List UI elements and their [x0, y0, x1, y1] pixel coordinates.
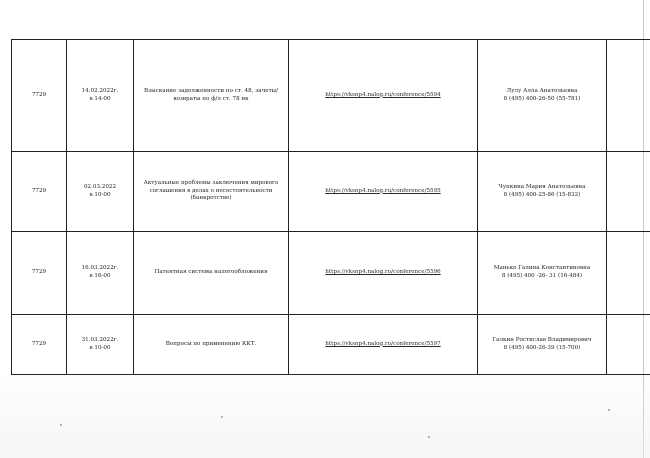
event-topic: Патентная система налогообложения	[154, 269, 268, 276]
empty-cell	[607, 152, 650, 232]
table-row	[12, 152, 650, 232]
event-time: в 10-00	[89, 344, 111, 351]
scan-speck	[608, 409, 610, 411]
conference-link[interactable]: https://vksnp4.nalog.ru/conference/5597	[325, 340, 441, 347]
event-date: 02.03.2022	[83, 183, 117, 190]
date-cell	[67, 315, 134, 375]
event-date: 16.03.2022г.	[81, 265, 119, 272]
code-cell	[12, 315, 67, 375]
inspection-code: 7729	[31, 187, 47, 194]
contact-cell	[478, 40, 607, 152]
date-cell	[67, 232, 134, 315]
empty-cell	[607, 40, 650, 152]
empty-cell	[607, 232, 650, 315]
topic-cell	[134, 40, 289, 152]
event-time: в 10-00	[89, 191, 111, 198]
event-date: 31.03.2022г.	[81, 336, 119, 343]
events-table	[11, 39, 650, 375]
date-cell	[67, 152, 134, 232]
topic-cell	[134, 152, 289, 232]
link-cell	[289, 40, 478, 152]
contact-cell	[478, 152, 607, 232]
empty-cell	[607, 315, 650, 375]
conference-link[interactable]: https://vksnp4.nalog.ru/conference/5596	[325, 269, 441, 276]
inspection-code: 7729	[31, 91, 47, 98]
link-cell	[289, 232, 478, 315]
contact-phone: 8 (495) 400-26-39 (15-700)	[503, 344, 581, 351]
code-cell	[12, 40, 67, 152]
event-topic: Вопросы по применению ККТ.	[165, 340, 257, 347]
conference-link[interactable]: https://vksnp4.nalog.ru/conference/5594	[325, 91, 441, 98]
inspection-code: 7729	[31, 269, 47, 276]
scan-speck	[221, 416, 223, 418]
contact-name: Чупкина Мария Анатольевна	[498, 183, 586, 190]
topic-cell	[134, 232, 289, 315]
conference-link[interactable]: https://vksnp4.nalog.ru/conference/5595	[325, 187, 441, 194]
contact-name: Галкин Ростислав Владимирович	[492, 336, 592, 343]
table-row	[12, 232, 650, 315]
contact-phone: 8 (495) 400-25-86 (15-832)	[503, 191, 581, 198]
contact-phone: 8 (495) 400 -26- 31 (16-484)	[501, 273, 583, 279]
link-cell	[289, 315, 478, 375]
contact-name: Лулу Алла Анатольевна	[506, 87, 578, 94]
event-date: 14.02.2022г.	[81, 87, 119, 94]
scan-shading	[0, 370, 650, 458]
contact-cell	[478, 232, 607, 315]
event-time: в 16-00	[89, 273, 111, 279]
scan-speck	[60, 424, 62, 426]
contact-phone: 8 (495) 400-26-50 (55-781)	[503, 95, 581, 102]
inspection-code: 7729	[31, 340, 47, 347]
topic-cell	[134, 315, 289, 375]
link-cell	[289, 152, 478, 232]
table-row	[12, 315, 650, 375]
date-cell	[67, 40, 134, 152]
code-cell	[12, 152, 67, 232]
table-row	[12, 40, 650, 152]
event-time: в 14-00	[89, 95, 111, 102]
event-topic: Взыскание задолженности по ст. 48, зачеты/возвраты по ф/л ст. 78 нк	[143, 87, 279, 102]
contact-name: Манько Галина Константиновна	[493, 265, 591, 272]
code-cell	[12, 232, 67, 315]
event-topic: Актуальные проблемы заключения мирового соглашения в делах о несостоятельности (банкротстве)	[143, 180, 279, 202]
scan-speck	[428, 436, 430, 438]
contact-cell	[478, 315, 607, 375]
